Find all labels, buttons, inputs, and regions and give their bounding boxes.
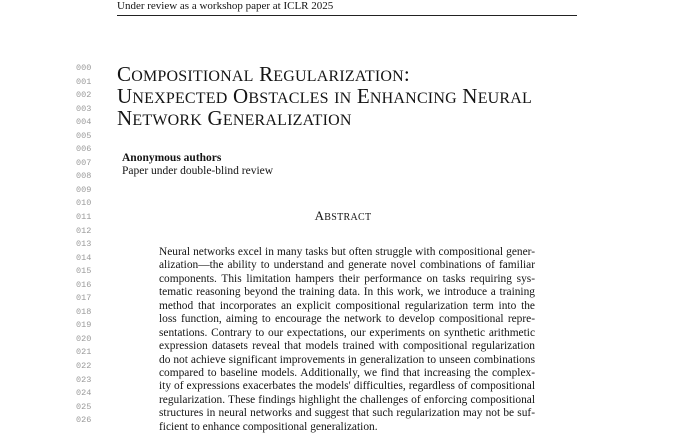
line-numbers <box>76 62 96 428</box>
abstract-heading: ABSTRACT <box>314 208 372 223</box>
author-name: Anonymous authors <box>122 152 222 164</box>
line-number: 006 <box>76 144 92 155</box>
abstract-line: loss function, aiming to encourage the network to develop compositional repre- <box>159 313 535 326</box>
line-number: 020 <box>76 333 92 344</box>
title-line: UNEXPECTED OBSTACLES IN ENHANCING NEURAL <box>117 84 533 108</box>
line-number: 010 <box>76 198 92 209</box>
line-number: 001 <box>76 76 92 87</box>
abstract-line: do not achieve significant improvements in generalization to unseen combinations <box>159 353 535 366</box>
line-number: 002 <box>76 90 92 101</box>
line-number: 003 <box>76 103 92 114</box>
title-line: COMPOSITIONAL REGULARIZATION: <box>117 62 410 86</box>
line-number: 018 <box>76 306 92 317</box>
title-line: NETWORK GENERALIZATION <box>117 106 352 130</box>
line-number: 026 <box>76 415 92 426</box>
line-number: 008 <box>76 171 92 182</box>
paper-title <box>117 63 532 129</box>
line-number: 016 <box>76 279 92 290</box>
abstract-line: tematic reasoning beyond the training data. In this work, we introduce a training <box>159 286 535 299</box>
line-number: 011 <box>76 212 92 223</box>
abstract-line: regularization. These findings highlight the challenges of enforcing compositional <box>159 393 535 406</box>
line-number: 000 <box>76 63 92 73</box>
author-affiliation: Paper under double-blind review <box>122 165 274 177</box>
authors-block <box>122 152 273 178</box>
abstract-line: structures in neural networks and suggest that such regularization may not be suf- <box>159 407 535 420</box>
line-number: 014 <box>76 252 92 263</box>
line-number: 015 <box>76 266 92 277</box>
line-number: 017 <box>76 293 92 304</box>
line-number: 024 <box>76 388 92 399</box>
line-number: 005 <box>76 130 92 141</box>
line-number: 021 <box>76 347 92 358</box>
line-number: 025 <box>76 401 92 412</box>
line-number: 022 <box>76 361 92 372</box>
abstract-line: ity of expressions exacerbates the models' difficulties, regardless of compositional <box>159 380 535 393</box>
abstract-line: alization—the ability to understand and generate novel combinations of familiar <box>159 259 535 272</box>
line-number: 007 <box>76 157 92 168</box>
abstract-line: method that incorporates an explicit compositional regularization term into the <box>159 299 535 312</box>
abstract-line: compared to baseline models. Additionally, we find that increasing the complex- <box>159 366 535 379</box>
running-head: Under review as a workshop paper at ICLR 2025 <box>117 0 334 12</box>
line-number: 009 <box>76 184 92 195</box>
line-number: 019 <box>76 320 92 331</box>
abstract-line: ficient to enhance compositional generalization. <box>159 420 378 433</box>
abstract-line: expression datasets reveal that models trained with compositional regularization <box>159 340 535 353</box>
abstract-line: sentations. Contrary to our expectations, our experiments on synthetic arithmetic <box>159 326 535 339</box>
abstract-body <box>159 246 535 434</box>
abstract-line: components. This limitation hampers their performance on tasks requiring sys- <box>159 272 535 285</box>
header-rule <box>117 15 577 16</box>
line-number: 023 <box>76 374 92 385</box>
line-number: 013 <box>76 239 92 250</box>
abstract-line: Neural networks excel in many tasks but often struggle with compositional gener- <box>159 246 535 258</box>
line-number: 012 <box>76 225 92 236</box>
line-number: 004 <box>76 117 92 128</box>
